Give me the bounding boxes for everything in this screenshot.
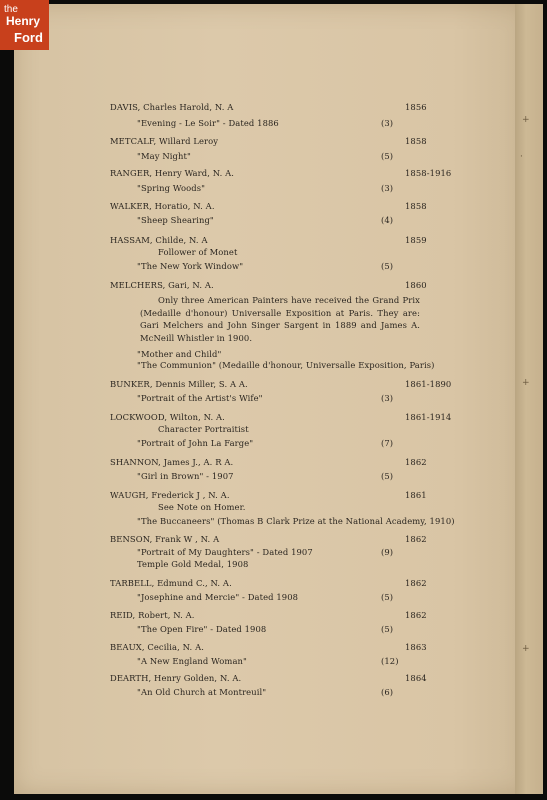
artist-name: METCALF, Willard Leroy xyxy=(110,136,219,146)
artist-years: 1863 xyxy=(405,642,427,652)
artist-name: DAVIS, Charles Harold, N. A xyxy=(110,102,234,112)
artist-years: 1856 xyxy=(405,102,427,112)
artist-years: 1858 xyxy=(405,136,427,146)
painting-title: "Portrait of John La Farge" xyxy=(137,438,254,448)
artist-name: DEARTH, Henry Golden, N. A. xyxy=(110,673,242,683)
artist-years: 1862 xyxy=(405,610,427,620)
artist-name: REID, Robert, N. A. xyxy=(110,610,195,620)
artist-years: 1858 xyxy=(405,201,427,211)
painting-number: (12) xyxy=(381,656,399,666)
artist-note: Follower of Monet xyxy=(158,247,238,257)
artist-years: 1861-1890 xyxy=(405,379,452,389)
artist-name: SHANNON, James J., A. R A. xyxy=(110,457,234,467)
painting-title: "The New York Window" xyxy=(137,261,244,271)
painting-number: (6) xyxy=(381,687,394,697)
artist-note: See Note on Homer. xyxy=(158,502,246,512)
painting-number: (5) xyxy=(381,151,394,161)
artist-years: 1864 xyxy=(405,673,427,683)
painting-title: "The Open Fire" - Dated 1908 xyxy=(137,624,267,634)
artist-name: HASSAM, Childe, N. A xyxy=(110,235,208,245)
logo-text-henry: Henry xyxy=(6,14,41,28)
painting-number: (4) xyxy=(381,215,394,225)
margin-mark: + xyxy=(522,644,530,654)
painting-title: "The Buccaneers" (Thomas B Clark Prize at the National Academy, 1910) xyxy=(137,516,455,526)
artist-name: WAUGH, Frederick J , N. A. xyxy=(110,490,230,500)
painting-number: (5) xyxy=(381,624,394,634)
painting-title: "Portrait of My Daughters" - Dated 1907 xyxy=(137,547,313,557)
artist-name: TARBELL, Edmund C., N. A. xyxy=(110,578,232,588)
artist-name: BUNKER, Dennis Miller, S. A A. xyxy=(110,379,248,389)
artist-years: 1860 xyxy=(405,280,427,290)
painting-number: (3) xyxy=(381,118,394,128)
painting-title: "Josephine and Mercie" - Dated 1908 xyxy=(137,592,299,602)
grand-prix-note: Only three American Painters have received the Grand Prix (Medaille d'honour) Universalle Exposition at Paris. They are: Gari Melchers and John Singer Sargent in 1889 and James A. McNeill Whistler in 1900. xyxy=(140,295,420,343)
artist-years: 1859 xyxy=(405,235,427,245)
painting-title: "An Old Church at Montreuil" xyxy=(137,687,267,697)
artist-name: LOCKWOOD, Wilton, N. A. xyxy=(110,412,225,422)
artist-name: RANGER, Henry Ward, N. A. xyxy=(110,168,235,178)
painting-title: "A New England Woman" xyxy=(137,656,247,666)
artist-note: Character Portraitist xyxy=(158,424,249,434)
artist-years: 1861 xyxy=(405,490,427,500)
painting-title: "The Communion" (Medaille d'honour, Universalle Exposition, Paris) xyxy=(137,360,435,370)
award-note: Temple Gold Medal, 1908 xyxy=(137,559,249,569)
logo-text-ford: Ford xyxy=(14,30,43,45)
painting-number: (5) xyxy=(381,471,394,481)
artist-years: 1862 xyxy=(405,534,427,544)
artist-years: 1862 xyxy=(405,578,427,588)
painting-title: "May Night" xyxy=(137,151,191,161)
painting-number: (7) xyxy=(381,438,394,448)
artist-years: 1862 xyxy=(405,457,427,467)
margin-mark: + xyxy=(522,378,530,388)
painting-number: (9) xyxy=(381,547,394,557)
artist-name: BENSON, Frank W , N. A xyxy=(110,534,220,544)
margin-mark: · xyxy=(520,152,523,162)
painting-number: (5) xyxy=(381,592,394,602)
painting-title: "Mother and Child" xyxy=(137,349,222,359)
artist-name: BEAUX, Cecilia, N. A. xyxy=(110,642,204,652)
painting-title: "Portrait of the Artist's Wife" xyxy=(137,393,263,403)
painting-title: "Evening - Le Soir" - Dated 1886 xyxy=(137,118,279,128)
artist-name: WALKER, Horatio, N. A. xyxy=(110,201,215,211)
artist-name: MELCHERS, Gari, N. A. xyxy=(110,280,214,290)
painting-title: "Spring Woods" xyxy=(137,183,206,193)
painting-number: (3) xyxy=(381,183,394,193)
artist-years: 1861-1914 xyxy=(405,412,452,422)
artist-years: 1858-1916 xyxy=(405,168,452,178)
margin-mark: + xyxy=(522,115,530,125)
painting-number: (5) xyxy=(381,261,394,271)
painting-title: "Sheep Shearing" xyxy=(137,215,214,225)
logo-text-the: the xyxy=(4,4,18,15)
painting-number: (3) xyxy=(381,393,394,403)
painting-title: "Girl in Brown" - 1907 xyxy=(137,471,234,481)
